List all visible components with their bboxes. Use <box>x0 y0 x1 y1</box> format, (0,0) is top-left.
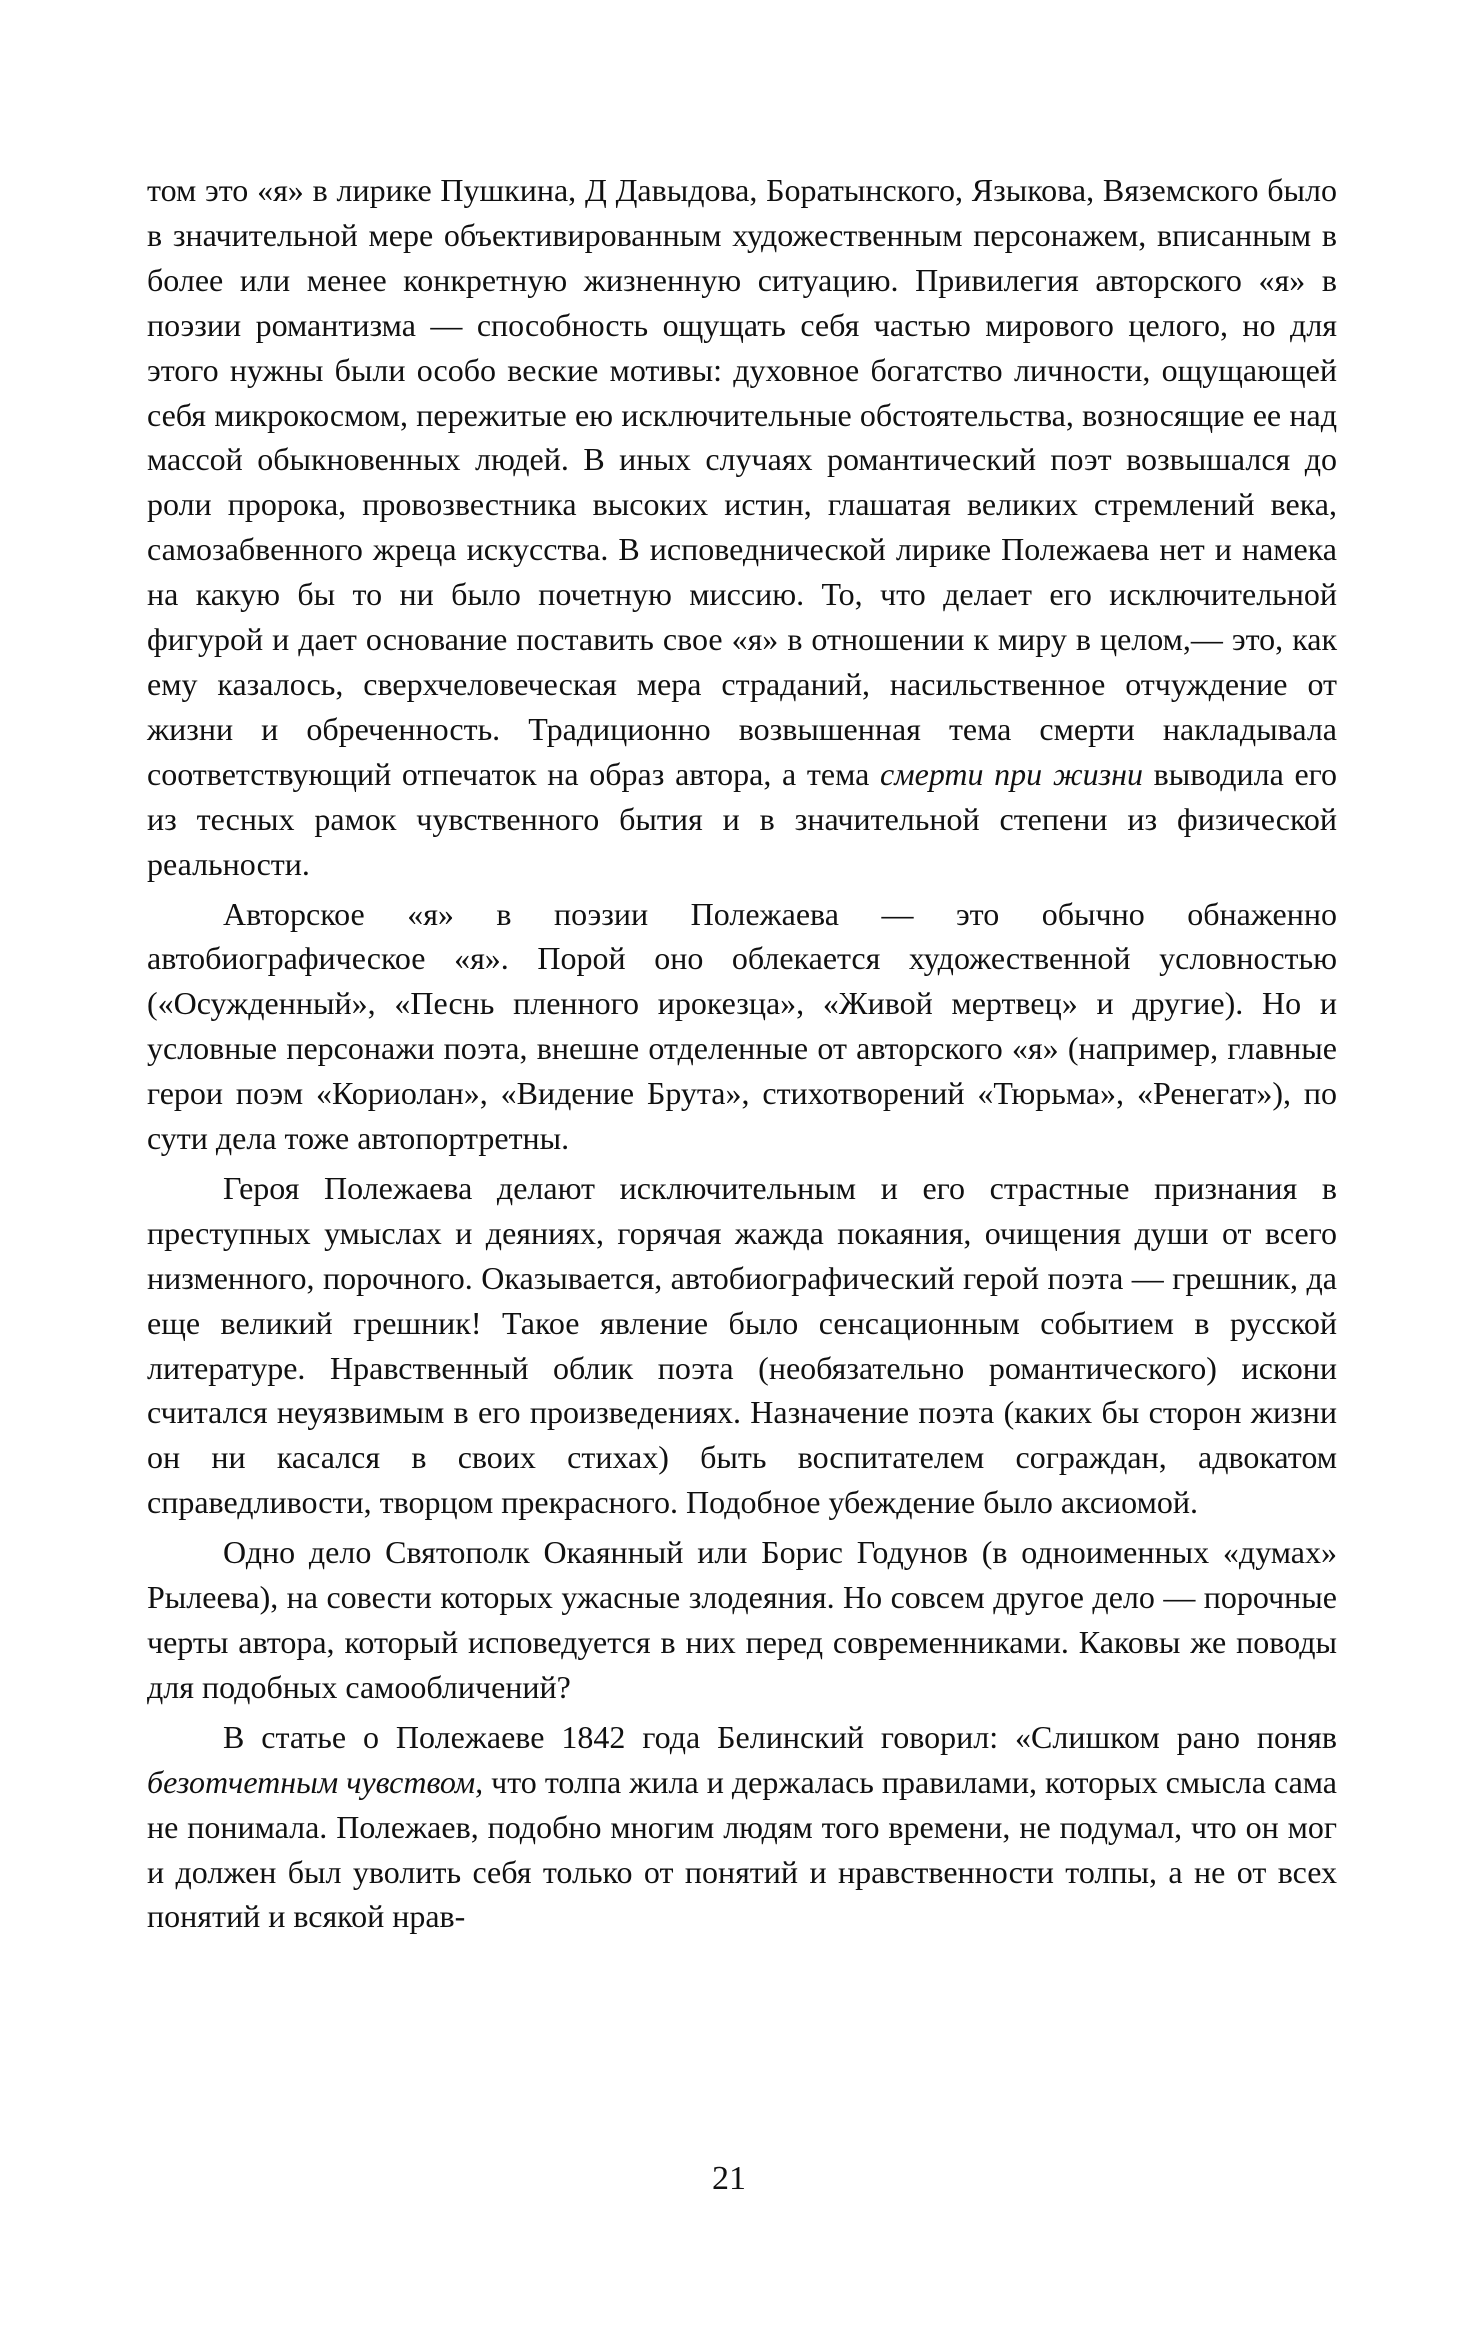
text-run: В статье о Полежаеве 1842 года Белинский говорил: «Слишком рано поняв <box>223 1718 1337 1755</box>
page-text <box>147 168 1337 1939</box>
text-run: том это «я» в лирике Пушкина, Д Давыдова, Боратынского, Языкова, Вяземского было в значительной мере объективированным художественным персонажем, вписанным в более или менее конкретную жизненную ситуацию. Привилегия авторского «я» в поэзии романтизма — способность ощущать себя частью мирового целого, но для этого нужны были особо веские мотивы: духовное богатство личности, ощущающей себя микрокосмом, пережитые ею исключительные обстоятельства, возносящие ее над массой обыкновенных людей. В иных случаях романтический поэт возвышался до роли пророка, провозвестника высоких истин, глашатая великих стремлений века, самозабвенного жреца искусства. В исповеднической лирике Полежаева нет и намека на какую бы то ни было почетную миссию. То, что делает его исключительной фигурой и дает основание поставить свое «я» в отношении к миру в целом,— это, как ему казалось, сверхчеловеческая мера страданий, насильственное отчуждение от жизни и обреченность. Традиционно возвышенная тема смерти накладывала соответствующий отпечаток на образ автора, а тема <box>147 172 1337 792</box>
text-run: Героя Полежаева делают исключительным и его страстные признания в преступных умыслах и деяниях, горячая жажда покаяния, очищения души от всего низменного, порочного. Оказывается, автобиографический герой поэта — грешник, да еще великий грешник! Такое явление было сенсационным событием в русской литературе. Нравственный облик поэта (необязательно романтического) искони считался неуязвимым в его произведениях. Назначение поэта (каких бы сторон жизни он ни касался в своих стихах) быть воспитателем сограждан, адвокатом справедливости, творцом прекрасного. Подобное убеждение было аксиомой. <box>147 1169 1337 1521</box>
text-run: Авторское «я» в поэзии Полежаева — это обычно обнаженно автобиографическое «я». Порой оно облекается художественной условностью («Осужденный», «Песнь пленного ирокезца», «Живой мертвец» и другие). Но и условные персонажи поэта, внешне отделенные от авторского «я» (например, главные герои поэм «Кориолан», «Видение Брута», стихотворений «Тюрьма», «Ренегат»), по сути дела тоже автопортретны. <box>147 895 1337 1157</box>
text-run: Одно дело Святополк Окаянный или Борис Годунов (в одноименных «думах» Рылеева), на совести которых ужасные злодеяния. Но совсем другое дело — порочные черты автора, который исповедуется в них перед современниками. Каковы же поводы для подобных самообличений? <box>147 1534 1337 1705</box>
text-run: что толпа жила и держалась правилами, которых смысла сама не понимала. Полежаев, подобно многим людям того времени, не подумал, что он мог и должен был уволить себя только от понятий и нравственности толпы, а не от всех понятий и всякой нрав- <box>147 1763 1338 1935</box>
page-number: 21 <box>712 2160 746 2197</box>
italic-text-run: смерти при жизни <box>880 755 1143 792</box>
paragraph-2 <box>147 892 1337 1161</box>
paragraph-1 <box>147 168 1337 887</box>
paragraph-5 <box>147 1715 1337 1940</box>
paragraph-3 <box>147 1166 1337 1525</box>
text-run: выводила его из тесных рамок чувственного бытия и в значительной степени из физической реальности. <box>147 755 1338 882</box>
paragraph-4 <box>147 1530 1337 1710</box>
italic-text-run: безотчетным чувством, <box>147 1763 484 1800</box>
